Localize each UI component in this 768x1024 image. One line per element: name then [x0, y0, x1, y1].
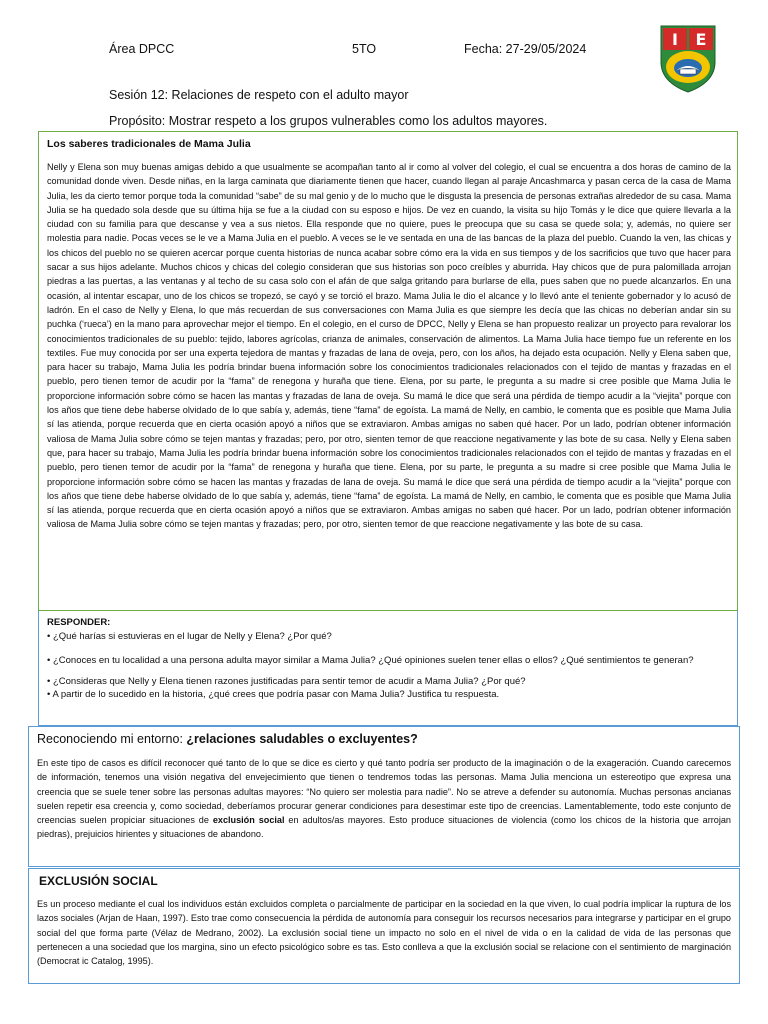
- svg-text:I: I: [672, 30, 678, 49]
- respond-title: RESPONDER:: [47, 617, 111, 628]
- environment-box: [28, 726, 740, 867]
- question-2: • ¿Conoces en tu localidad a una persona adulta mayor similar a Mama Julia? ¿Qué opiniones suelen tener ellas o ellos? ¿Qué sentimientos te generan?: [47, 655, 694, 666]
- exclusion-title: EXCLUSIÓN SOCIAL: [39, 874, 158, 888]
- school-crest-logo: [655, 22, 721, 94]
- exclusion-text: Es un proceso mediante el cual los individuos están excluidos completa o parcialmente de participar en la sociedad en la que viven, lo cual podría implicar la ruptura de los lazos sociales (Arjan de Haan, 1997). Esto trae como consecuencia la pérdida de autonomía para conseguir los recursos necesarios para integrarse y participar en el grupo social del que forma parte (Vélaz de Medrano, 2002). La exclusión social tiene un impacto no solo en el nivel de vida o en la calidad de vida de las personas que pertenecen a una sociedad que los margina, sino un efecto psicológico sobre es tas. Esto conlleva a que la exclusión social se relacione con el sentimiento de marginación (Democrat ic Catalog, 1995).: [37, 899, 731, 967]
- header-area: Área DPCC: [109, 42, 175, 56]
- svg-text:E: E: [695, 30, 707, 49]
- environment-heading-lead: Reconociendo mi entorno:: [37, 732, 187, 746]
- environment-text-part2: en adultos/as mayores. Esto produce situaciones de violencia (como los chicos de la historia que arrojan piedras), prejuicios hirientes y situaciones de abandono.: [37, 815, 731, 840]
- purpose-line: Propósito: Mostrar respeto a los grupos vulnerables como los adultos mayores.: [109, 114, 548, 128]
- header-grade: 5TO: [352, 42, 377, 56]
- environment-text-keyword: exclusión social: [212, 815, 285, 826]
- story-title: Los saberes tradicionales de Mama Julia: [47, 138, 251, 150]
- environment-heading-question: ¿relaciones saludables o excluyentes?: [186, 732, 418, 746]
- question-3: • ¿Consideras que Nelly y Elena tienen razones justificadas para sentir temor de acudir a Mama Julia? ¿Por qué?: [47, 676, 526, 687]
- story-text: Nelly y Elena son muy buenas amigas debido a que usualmente se acompañan tanto al ir como al volver del colegio, el cual se encuentra a dos horas de camino de la comunidad donde viven. Desde niñas, en la larga caminata que diariamente tienen que hacer, cuando llegan al paraje Ancashmarca y pasan cerca de la casa de Mama Julia, les da cierto temor porque toda la comunidad “sabe” de su mal genio y de lo mucho que le disgusta la presencia de personas extrañas alrededor de su casa. Mama Julia se ha quedado sola desde que su última hija se fue a la ciudad con su esposo e hijos. De vez en cuando, la visita su hijo Tomás y le dice que quiere llevarla a la ciudad con su familia para que descanse y vea a sus nietos. Ella responde que no quiere, pues le preocupa que su casa se quede sola; y, además, no quiere ser molestia para nadie. Pocas veces se le ve a Mama Julia en el pueblo. A veces se le ve sentada en una de las bancas de la plaza del pueblo. Cuando la ven, las chicas y los chicos del pueblo no se quieren acercar porque cuenta historias de nunca acabar sobre cómo era la vida en sus tiempos y de los sacrificios que tuvo que hacer para sacar a sus hijos adelante. Muchos chicos y chicas del colegio consideran que sus historias son poco creíbles y aburrida. Hay chicos que de pura palomillada arrojan piedras a las puertas, a las ventanas y al techo de su casa solo con el afán de que salga gritando para burlarse de ella, pues saben que no puede alcanzarlos. En una ocasión, al intentar escapar, uno de los chicos se tropezó, se cayó y se torció el brazo. Mama Julia le dio el alcance y lo llevó ante el teniente gobernador y lo acusó de ladrón. En el caso de Nelly y Elena, lo que más recuerdan de sus conversaciones con Mama Julia es que siempre les decía que las chicas no deberían andar sin su puchka (‘rueca’) en la mano para aprovechar mejor el tiempo. En el colegio, en el curso de DPCC, Nelly y Elena se han propuesto realizar un proyecto para revalorar los conocimientos tradicionales de su pueblo: tejido, labores agrícolas, crianza de animales, conservación de alimentos. La Mama Julia hace tiempo fue un referente en los textiles. Fue muy conocida por ser una experta tejedora de mantas y frazadas de lana de oveja, pero, con los años, ha dejado esta ocupación. Nelly y Elena saben que, para hacer su trabajo, Mama Julia les podría brindar buena información sobre los conocimientos tradicionales relacionados con el tejido de mantas y frazadas en el pueblo, pero tienen temor de acudir por la “fama” de renegona y huraña que tiene. Elena, por su parte, le pregunta a su madre si cree posible que Mama Julia le proporcione información sobre cómo se hacen las mantas y frazadas de lana de oveja. Su mamá le dice que será una pérdida de tiempo acudir a la “viejita” porque con los años que tiene debe haberse olvidado de lo que sabía y, además, tiene “fama” de egoísta. La mamá de Nelly, en cambio, le comenta que es posible que Mama Julia sí las atienda, porque recuerda que en cierta ocasión apoyó a niños que se extraviaron. Ambas amigas no saben qué hacer. Por un lado, podrían obtener información valiosa de Mama Julia sobre cómo se tejen mantas y frazadas; pero, por otro, sienten temor de que reaccione negativamente y las bote de su casa. Nelly y Elena saben que, para hacer su trabajo, Mama Julia les podría brindar buena información sobre los conocimientos tradicionales relacionados con el tejido de mantas y frazadas en el pueblo, pero tienen temor de acudir por la “fama” de renegona y huraña que tiene. Elena, por su parte, le pregunta a su madre si cree posible que Mama Julia le proporcione información sobre cómo se hacen las mantas y frazadas de lana de oveja. Su mamá le dice que será una pérdida de tiempo acudir a la “viejita” porque con los años que tiene debe haberse olvidado de lo que sabía y, además, tiene “fama” de egoísta. La mamá de Nelly, en cambio, le comenta que es posible que Mama Julia sí las atienda, porque recuerda que en cierta ocasión apoyó a niños que se extraviaron. Ambas amigas no saben qué hacer. Por un lado, podrían obtener información valiosa de Mama Julia sobre cómo se tejen mantas y frazadas; pero, por otro, sienten temor de que reaccione negativamente y las bote de su casa.: [47, 162, 731, 530]
- question-1: • ¿Qué harías si estuvieras en el lugar de Nelly y Elena? ¿Por qué?: [47, 631, 332, 642]
- respond-box: [38, 611, 738, 726]
- question-4: • A partir de lo sucedido en la historia, ¿qué crees que podría pasar con Mama Julia? Justifica tu respuesta.: [47, 689, 500, 700]
- environment-text: [37, 756, 731, 842]
- environment-text-part1: En este tipo de casos es difícil reconocer qué tanto de lo que se dice es cierto y qué tanto podría ser producto de la imaginación o de la exageración. Cuando carecemos de información, tenemos una visión negativa del envejecimiento que tienen o tendremos todas las personas. Mama Julia menciona un estereotipo que expresa una creencia que se suele tener sobre las personas adultas mayores: “No quiero ser molestia para nadie”. No se atreve a defender su autonomía. Muchas personas ancianas suelen repetir esa creencia y, como sociedad, deberíamos procurar generar condiciones para desestimar este tipo de creencias. Lamentablemente, todo este conjunto de creencias suelen propiciar situaciones de: [37, 758, 731, 826]
- exclusion-box: [28, 868, 740, 984]
- session-title: Sesión 12: Relaciones de respeto con el adulto mayor: [109, 88, 409, 102]
- story-box: [38, 131, 738, 611]
- header-date: Fecha: 27-29/05/2024: [464, 42, 587, 56]
- environment-heading: [37, 732, 731, 746]
